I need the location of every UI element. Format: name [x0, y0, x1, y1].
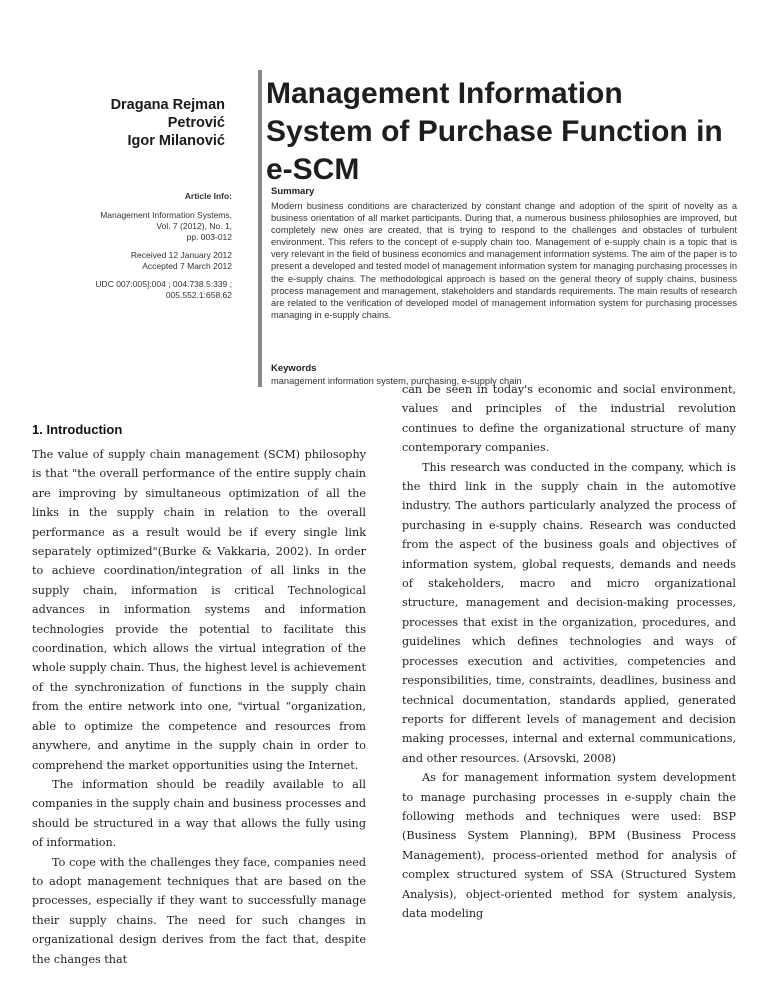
- body-column-left: [32, 445, 366, 969]
- keywords-text: management information system, purchasing, e-supply chain: [271, 376, 522, 386]
- body-paragraph: To cope with the challenges they face, companies need to adopt management techniques that are based on the processes, especially if they want to successfully manage their supply chains. The need for such changes in organizational design derives from the fact that, despite the changes that: [32, 855, 366, 966]
- body-paragraph: can be seen in today's economic and social environment, values and principles of the industrial revolution continues to define the organizational structure of many contemporary companies.: [402, 383, 736, 455]
- article-dates: [60, 250, 232, 272]
- body-paragraph: The value of supply chain management (SCM) philosophy is that "the overall performance of the entire supply chain are improving by simultaneous optimization of all the links in the supply chain in relation to the overall performance as a result would be if every single link separately optimized"(Burke & Vakkaria, 2002). In order to achieve coordination/integration of all links in the supply chain, information is critical Technological advances in information systems and information technologies provide the potential to facilitate this coordination, which allows the virtual integration of the whole supply chain. Thus, the highest level is achievement of the synchronization of functions in the supply chain from the entire network into one, "virtual “organization, able to optimize the competence and resources from anywhere, and anytime in the supply chain in order to comprehend the market opportunities using the Internet.: [32, 448, 366, 772]
- journal-citation: [60, 210, 232, 243]
- body-paragraph: This research was conducted in the company, which is the third link in the supply chain in the automotive industry. The authors particularly analyzed the process of purchasing in e-supply chains. Research was conducted from the aspect of the business goals and objectives of information system, global requests, demands and needs of stakeholders, macro and micro organizational structure, management and decision-making processes, processes that exist in the organization, procedures, and guidelines which defines technologies and ways of processes execution and activities, competencies and responsibilities, time, constraints, deadlines, business and technical documentation, standards applied, generated reports for different levels of management and decision making processes, internal and external communications, and other resources. (Arsovski, 2008): [402, 460, 736, 765]
- udc-code: [60, 279, 232, 301]
- udc-line: UDC 007:005]:004 ; 004.738.5:339 ;: [95, 279, 232, 289]
- author-line: Petrović: [167, 115, 225, 131]
- title-divider: [258, 70, 262, 387]
- author-names: [60, 96, 225, 150]
- accepted-date: Accepted 7 March 2012: [142, 261, 232, 271]
- body-paragraph: As for management information system development to manage purchasing processes in e-supply chain the following methods and techniques were used: BSP (Business System Planning), BPM (Business Process Management), process-oriented method for analysis of complex structured system of SSA (Structured System Analysis), object-oriented method for system analysis, data modeling: [402, 771, 736, 920]
- journal-line: pp. 003-012: [186, 232, 232, 242]
- summary-text: Modern business conditions are characterized by constant change and adoption of the spirit of novelty as a business orientation of all market participants. During that, a numerous business philosophies are improved, but completely new ones are created, that is trying to respond to the challenges and obstacles of turbulent environment. This refers to the concept of e-supply chain too. Management of e-supply chain is a topic that is very relevant in the field of business economics and management information systems. The aim of the paper is to present a developed and tested model of management information system for managing purchasing processes in the e-supply chains. The methodological approach is based on the general theory of supply chains, business process management and management, stakeholders and standards requirements. The main results of research are related to the verification of developed model of management information system for purchasing processes managing in e-supply chains.: [271, 201, 737, 320]
- section-heading-introduction: 1. Introduction: [32, 422, 123, 437]
- paper-title: [266, 75, 736, 189]
- title-line: Management Information: [266, 77, 623, 110]
- summary-heading: Summary: [271, 186, 315, 197]
- journal-line: Management Information Systems,: [100, 210, 232, 220]
- journal-line: Vol. 7 (2012), No. 1,: [156, 221, 232, 231]
- author-line: Dragana Rejman: [110, 97, 225, 113]
- received-date: Received 12 January 2012: [130, 250, 232, 260]
- author-line: Igor Milanović: [127, 133, 225, 149]
- keywords-heading: Keywords: [271, 363, 317, 374]
- udc-line: 005.552.1:658.62: [165, 290, 232, 300]
- body-column-right: [402, 380, 736, 923]
- title-line: System of Purchase Function in: [266, 115, 723, 148]
- title-line: e-SCM: [266, 153, 360, 186]
- article-info-label: Article Info:: [184, 191, 232, 201]
- body-paragraph: The information should be readily available to all companies in the supply chain and business processes and should be structured in a way that allows the fully using of information.: [32, 777, 366, 850]
